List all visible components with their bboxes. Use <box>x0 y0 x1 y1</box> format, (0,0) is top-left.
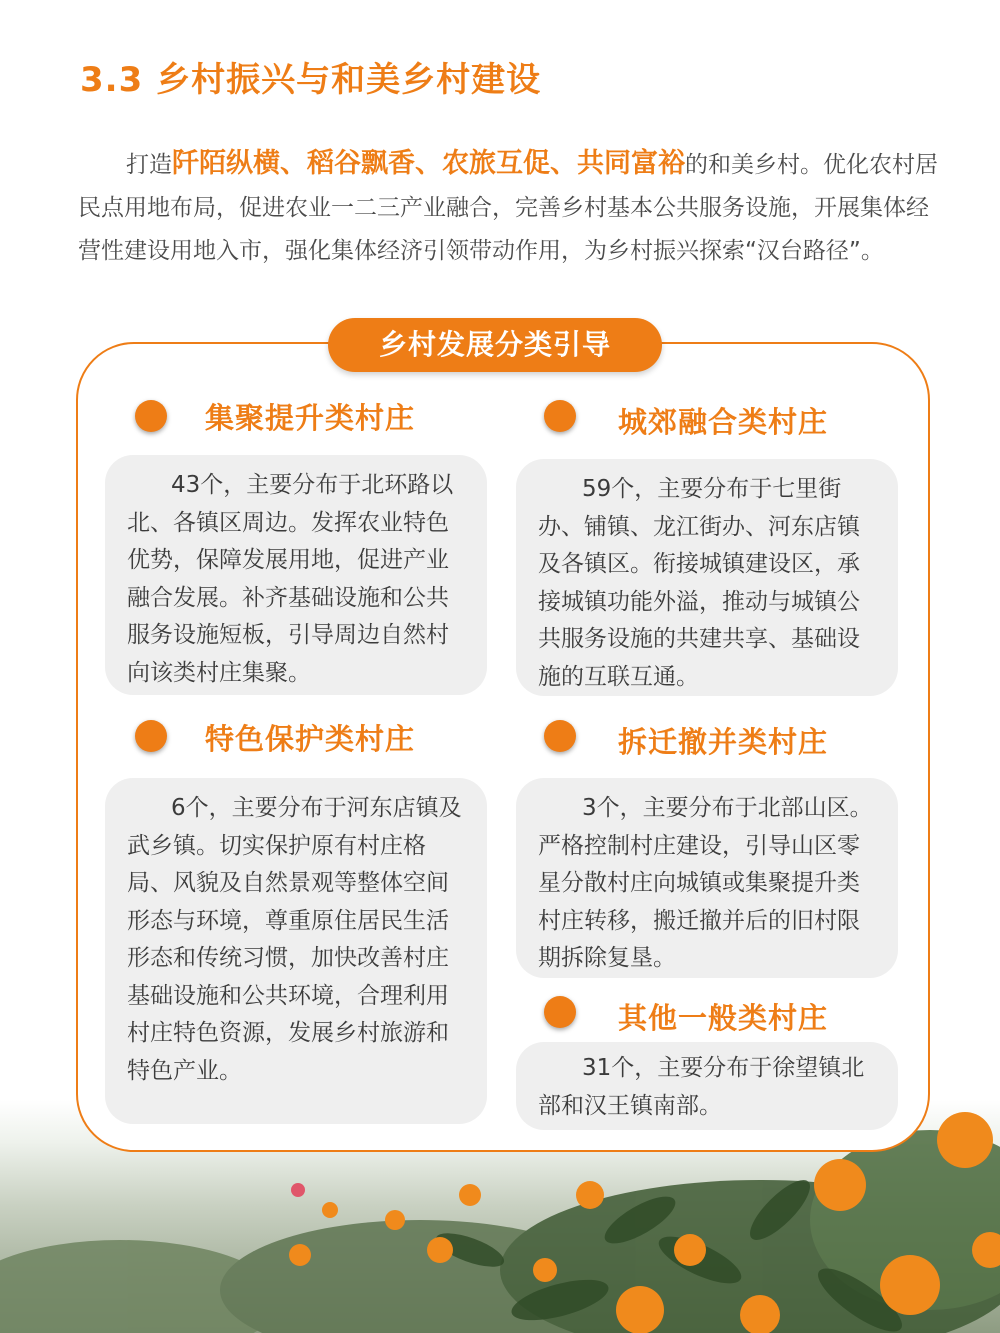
category-card <box>105 778 487 1124</box>
category-text: 6个，主要分布于河东店镇及武乡镇。切实保护原有村庄格局、风貌及自然景观等整体空间形态与环境，尊重原住居民生活形态和传统习惯，加快改善村庄基础设施和公共环境，合理利用村庄特色资源，发展乡村旅游和特色产业。 <box>127 795 462 1084</box>
category-card <box>516 1042 898 1130</box>
category-text: 31个，主要分布于徐望镇北部和汉王镇南部。 <box>538 1055 865 1119</box>
category-title: 其他一般类村庄 <box>618 1001 829 1035</box>
intro-suffix: 的和美乡村。 <box>685 152 823 178</box>
category-card <box>105 455 487 695</box>
category-title: 拆迁撤并类村庄 <box>618 725 829 759</box>
category-title: 集聚提升类村庄 <box>205 401 416 435</box>
category-text: 43个，主要分布于北环路以北、各镇区周边。发挥农业特色优势，保障发展用地，促进产业融合发展。补齐基础设施和公共服务设施短板，引导周边自然村向该类村庄集聚。 <box>127 472 454 686</box>
bullet-dot-icon <box>544 720 576 752</box>
bullet-dot-icon <box>544 996 576 1028</box>
category-text: 59个，主要分布于七里街办、铺镇、龙江街办、河东店镇及各镇区。衔接城镇建设区，承接城镇功能外溢，推动与城镇公共服务设施的共建共享、基础设施的互联互通。 <box>538 476 860 690</box>
category-text: 3个，主要分布于北部山区。严格控制村庄建设，引导山区零星分散村庄向城镇或集聚提升类村庄转移，搬迁撤并后的旧村限期拆除复垦。 <box>538 795 873 971</box>
intro-body: 优化农村居民点用地布局，促进农业一二三产业融合，完善乡村基本公共服务设施，开展集体经营性建设用地入市，强化集体经济引领带动作用，为乡村振兴探索“汉台路径”。 <box>78 152 938 264</box>
intro-paragraph <box>78 142 938 273</box>
bullet-dot-icon <box>135 720 167 752</box>
section-title: 3.3 乡村振兴与和美乡村建设 <box>80 60 542 100</box>
intro-highlight: 阡陌纵横、稻谷飘香、农旅互促、共同富裕 <box>172 148 685 179</box>
intro-prefix: 打造 <box>126 152 172 178</box>
panel-badge: 乡村发展分类引导 <box>328 318 662 372</box>
bullet-dot-icon <box>544 400 576 432</box>
bullet-dot-icon <box>135 400 167 432</box>
category-card <box>516 459 898 696</box>
category-card <box>516 778 898 978</box>
category-title: 特色保护类村庄 <box>205 722 416 756</box>
category-title: 城郊融合类村庄 <box>618 405 829 439</box>
